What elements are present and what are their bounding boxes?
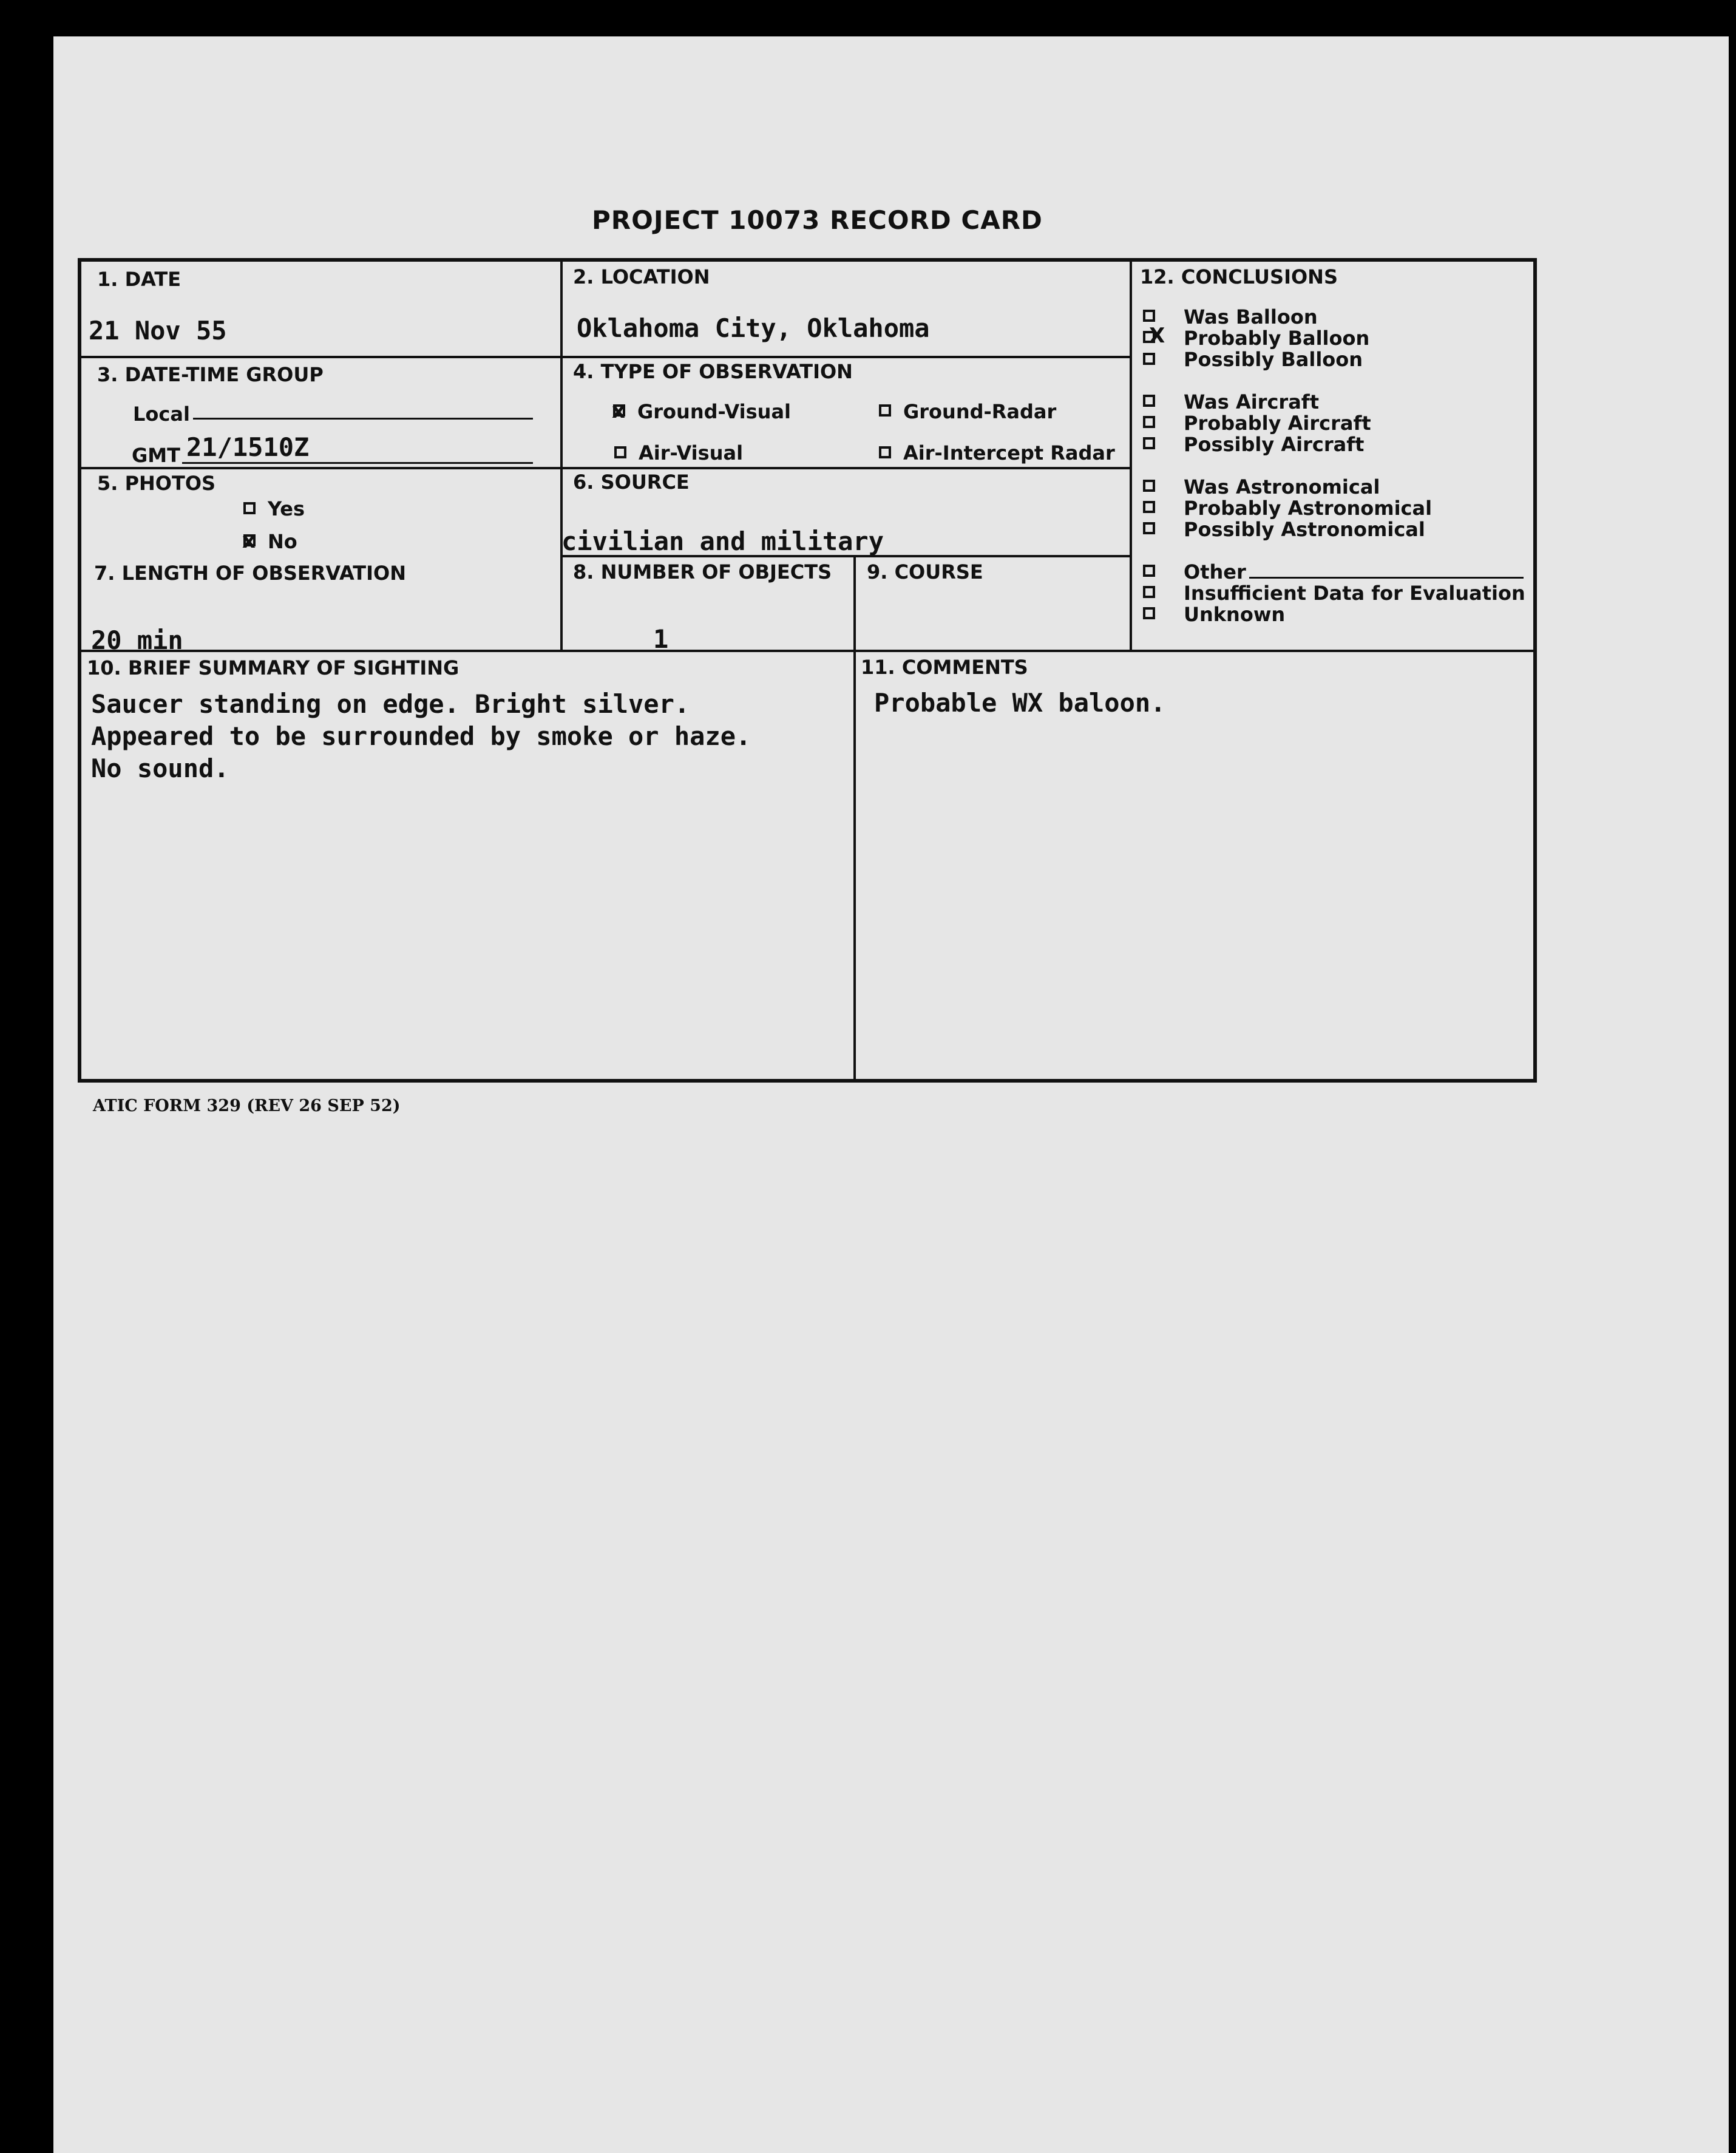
date-time-group-label: 3. DATE-TIME GROUP <box>97 363 324 386</box>
conclusion-checkbox[interactable] <box>1143 437 1155 449</box>
air-intercept-radar-option: Air-Intercept Radar <box>903 441 1115 464</box>
conclusion-checkbox[interactable] <box>1143 395 1155 407</box>
divider <box>79 356 1131 358</box>
summary-line: Saucer standing on edge. Bright silver. <box>91 689 690 719</box>
summary-line: Appeared to be surrounded by smoke or haze. <box>91 721 751 751</box>
number-of-objects-value: 1 <box>653 624 669 654</box>
conclusion-option: Was Aircraft <box>1184 390 1320 413</box>
conclusion-option: Probably Astronomical <box>1184 497 1433 520</box>
length-of-observation-value: 20 min <box>91 625 183 655</box>
air-visual-option: Air-Visual <box>639 441 744 464</box>
ground-visual-check-mark: x <box>612 399 625 423</box>
photos-label: 5. PHOTOS <box>97 472 216 495</box>
probably-balloon-check-mark: X <box>1149 324 1165 348</box>
source-value: civilian and military <box>561 526 884 556</box>
conclusion-option: Insufficient Data for Evaluation <box>1184 582 1525 605</box>
conclusion-checkbox[interactable] <box>1143 310 1155 322</box>
location-value: Oklahoma City, Oklahoma <box>577 313 930 343</box>
number-of-objects-label: 8. NUMBER OF OBJECTS <box>573 560 832 583</box>
divider <box>79 467 1131 469</box>
divider <box>79 650 1536 652</box>
summary-line: No sound. <box>91 753 229 783</box>
conclusion-checkbox[interactable] <box>1143 480 1155 492</box>
conclusion-option: Possibly Aircraft <box>1184 433 1365 456</box>
gmt-label: GMT <box>132 444 180 467</box>
conclusion-checkbox[interactable] <box>1143 607 1155 619</box>
conclusion-option: Was Balloon <box>1184 305 1318 328</box>
photos-no-option: No <box>268 530 297 553</box>
conclusion-checkbox[interactable] <box>1143 416 1155 428</box>
conclusion-option: Possibly Astronomical <box>1184 518 1425 541</box>
gmt-value: 21/1510Z <box>186 432 310 462</box>
ground-radar-option: Ground-Radar <box>903 400 1057 423</box>
date-label: 1. DATE <box>97 268 181 291</box>
form-number: ATIC FORM 329 (REV 26 SEP 52) <box>93 1097 401 1115</box>
divider <box>1130 260 1132 650</box>
conclusions-label: 12. CONCLUSIONS <box>1140 265 1338 288</box>
conclusion-option: Probably Balloon <box>1184 327 1370 350</box>
photos-yes-option: Yes <box>268 497 305 520</box>
other-line <box>1249 577 1524 579</box>
conclusion-checkbox[interactable] <box>1143 565 1155 577</box>
location-label: 2. LOCATION <box>573 265 710 288</box>
comments-label: 11. COMMENTS <box>861 656 1028 679</box>
conclusion-option: Was Astronomical <box>1184 475 1380 498</box>
length-of-observation-label: 7. LENGTH OF OBSERVATION <box>94 562 406 585</box>
photos-no-check-mark: x <box>242 529 256 553</box>
summary-label: 10. BRIEF SUMMARY OF SIGHTING <box>87 656 459 679</box>
type-of-observation-label: 4. TYPE OF OBSERVATION <box>573 360 853 383</box>
conclusion-checkbox[interactable] <box>1143 586 1155 598</box>
photos-yes-checkbox[interactable] <box>243 502 256 514</box>
comments-value: Probable WX baloon. <box>874 688 1166 718</box>
conclusion-option: Possibly Balloon <box>1184 348 1363 371</box>
date-value: 21 Nov 55 <box>89 316 227 345</box>
divider <box>853 557 856 1081</box>
course-label: 9. COURSE <box>867 560 983 583</box>
form-title: PROJECT 10073 RECORD CARD <box>592 205 1043 235</box>
conclusion-checkbox[interactable] <box>1143 522 1155 534</box>
ground-radar-checkbox[interactable] <box>879 404 891 417</box>
local-line <box>193 418 533 420</box>
conclusion-checkbox[interactable] <box>1143 501 1155 513</box>
source-label: 6. SOURCE <box>573 471 690 494</box>
air-visual-checkbox[interactable] <box>614 446 626 458</box>
conclusion-option: Unknown <box>1184 603 1286 626</box>
conclusion-checkbox[interactable] <box>1143 353 1155 365</box>
ground-visual-option: Ground-Visual <box>637 400 792 423</box>
conclusion-option: Probably Aircraft <box>1184 412 1371 435</box>
air-intercept-radar-checkbox[interactable] <box>879 446 891 458</box>
divider <box>560 260 563 650</box>
local-label: Local <box>133 403 190 426</box>
conclusion-option: Other <box>1184 560 1246 583</box>
gmt-line <box>182 462 533 464</box>
